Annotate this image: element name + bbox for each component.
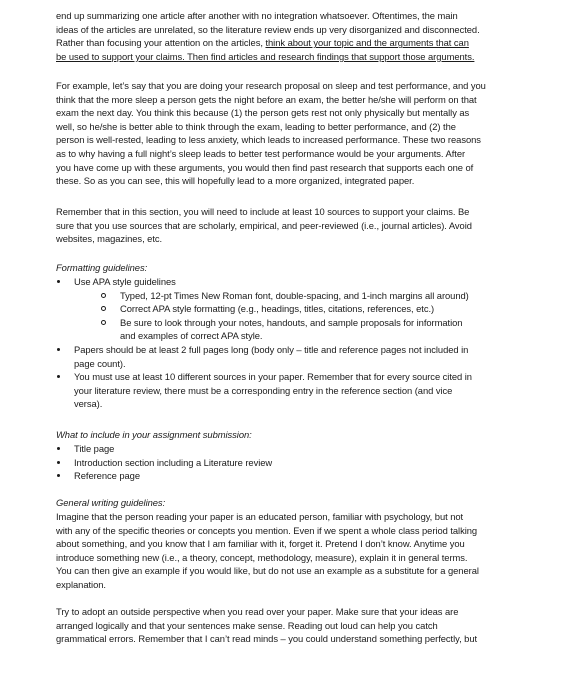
example-paragraph	[56, 79, 540, 188]
bullet-icon	[57, 461, 60, 464]
bullet-icon	[57, 474, 60, 477]
text-line: ideas of the articles are unrelated, so the literature review ends up very disorganized and disconnected.	[56, 23, 480, 35]
text-line: you have come up with these arguments, you would then find past research that supports each one of	[56, 161, 474, 173]
text-line: person is well-rested, leading to less anxiety, which leads to increased performance. These two reasons	[56, 134, 481, 146]
list-item-text: Be sure to look through your notes, handouts, and sample proposals for information	[120, 316, 463, 328]
sub-list-item	[56, 302, 540, 316]
list-item-text: your literature review, there must be a corresponding entry in the reference section (and vice	[74, 384, 453, 396]
list-item-text: Title page	[74, 443, 115, 454]
sub-list-item	[56, 316, 540, 343]
formatting-heading: Formatting guidelines:	[56, 262, 148, 273]
list-item-text: page count).	[74, 357, 126, 369]
list-item-text: You must use at least 10 different sources in your paper. Remember that for every source cited in	[74, 371, 472, 383]
intro-paragraph	[56, 9, 540, 63]
general-paragraph	[56, 510, 540, 592]
underlined-text: be used to support your claims. Then find articles and research findings that support those arguments.	[56, 50, 475, 62]
list-item	[56, 275, 540, 343]
text-line: as to why having a full night’s sleep leads to better test performance would be your arguments. After	[56, 147, 466, 159]
list-item-text: Correct APA style formatting (e.g., headings, titles, citations, references, etc.)	[120, 303, 435, 315]
list-item	[56, 456, 540, 470]
text-line: arranged logically and that your sentences make sense. Reading out loud can help you catch	[56, 619, 438, 631]
list-item-text: Introduction section including a Literature review	[74, 456, 273, 468]
apa-sublist	[56, 289, 540, 343]
sub-list-item	[56, 289, 540, 303]
general-heading: General writing guidelines:	[56, 497, 166, 508]
submission-list	[56, 442, 540, 483]
text-line: think that the more sleep a person gets the night before an exam, the better he/she will perform on that	[56, 93, 477, 105]
text-line: these. So as you can see, this will hopefully lead to a more organized, integrated paper.	[56, 175, 415, 187]
hollow-bullet-icon	[101, 293, 106, 298]
hollow-bullet-icon	[101, 306, 106, 311]
text-line: introduce something new (i.e., a theory, concept, methodology, measure), explain it in general terms.	[56, 551, 468, 563]
text-line: with any of the specific theories or concepts you mention. Even if we spent a whole class period talking	[56, 524, 478, 536]
text-line: about something, and you know that I am familiar with it, forget it. Pretend I don’t know. Anytime you	[56, 538, 465, 550]
text-line: You can then give an example if you would like, but do not use an example as a substitute for a general	[56, 565, 479, 577]
outside-perspective-paragraph	[56, 605, 540, 646]
text-line: explanation.	[56, 578, 106, 590]
text-line	[56, 36, 540, 50]
submission-heading: What to include in your assignment submission:	[56, 429, 252, 440]
text-line: sure that you use sources that are scholarly, empirical, and peer-reviewed (i.e., journal articles). Avoid	[56, 219, 472, 231]
list-item	[56, 469, 540, 483]
list-item	[56, 343, 540, 370]
list-item	[56, 370, 540, 411]
text-line: websites, magazines, etc.	[56, 233, 163, 245]
text-line: Remember that in this section, you will need to include at least 10 sources to support your claims. Be	[56, 206, 470, 217]
text-line: end up summarizing one article after another with no integration whatsoever. Oftentimes, the main	[56, 10, 458, 21]
underlined-text: think about your topic and the arguments that can	[265, 37, 469, 49]
sources-paragraph	[56, 205, 540, 246]
list-item-text: Reference page	[74, 470, 141, 482]
bullet-icon	[57, 447, 60, 450]
list-item-text: Papers should be at least 2 full pages long (body only – title and reference pages not included in	[74, 343, 469, 355]
bullet-icon	[57, 375, 60, 378]
list-item	[56, 442, 540, 456]
text-line: well, so he/she is better able to think through the exam, leading to better performance, and (2) the	[56, 120, 456, 132]
list-item-label: Use APA style guidelines	[74, 276, 176, 287]
bullet-icon	[57, 348, 60, 351]
list-item-text: Typed, 12-pt Times New Roman font, double-spacing, and 1-inch margins all around)	[120, 289, 469, 301]
text-line: Imagine that the person reading your paper is an educated person, familiar with psychology, but not	[56, 511, 464, 522]
text-line: For example, let’s say that you are doing your research proposal on sleep and test performance, and you	[56, 80, 486, 91]
text-fragment: Rather than focusing your attention on the articles,	[56, 37, 266, 49]
formatting-list	[56, 275, 540, 411]
text-line: exam the next day. You think this because (1) the person gets rest not only physically but mentally as	[56, 107, 470, 119]
list-item-text: and examples of correct APA style.	[120, 330, 263, 342]
hollow-bullet-icon	[101, 320, 106, 325]
text-line: grammatical errors. Remember that I can’t read minds – you could understand something perfectly, but	[56, 633, 478, 645]
text-line: Try to adopt an outside perspective when you read over your paper. Make sure that your ideas are	[56, 606, 459, 617]
list-item-text: versa).	[74, 398, 103, 410]
bullet-icon	[57, 280, 60, 283]
